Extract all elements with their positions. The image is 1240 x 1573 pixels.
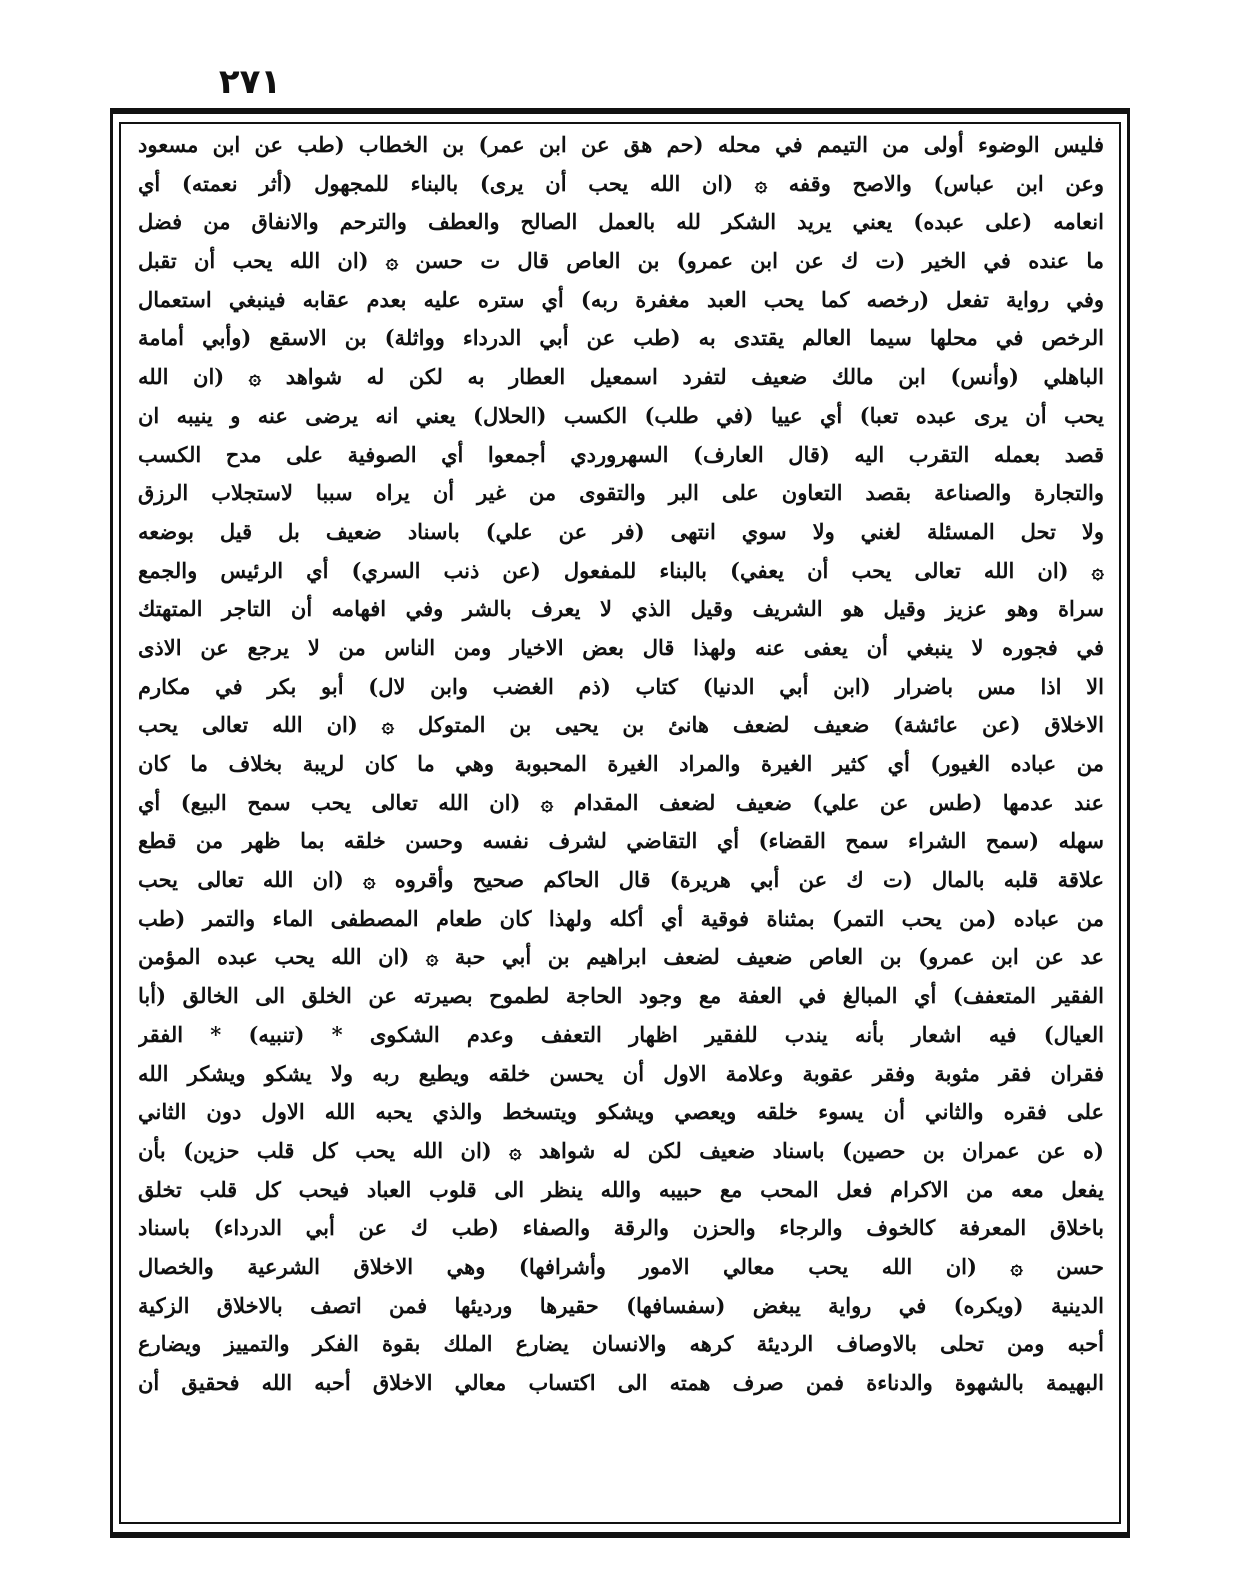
text-line: وفي رواية تفعل (رخصه كما يحب العبد مغفرة ربه) أي ستره عليه بعدم عقابه فينبغي استعمال: [138, 286, 1104, 312]
text-line: الرخص في محلها سيما العالم يقتدى به (طب عن أبي الدرداء وواثلة) بن الاسقع (وأبي أمامة: [138, 325, 1104, 351]
text-line: ما عنده في الخير (ت ك عن ابن عمرو) بن العاص قال ت حسن ۞ (ان الله يحب أن تقبل: [138, 248, 1104, 274]
text-line: فليس الوضوء أولى من التيمم في محله (حم هق عن ابن عمر) بن الخطاب (طب عن ابن مسعود: [138, 132, 1104, 157]
text-line: يحب أن يرى عبده تعبا) أي عييا (في طلب) الكسب (الحلال) يعني انه يرضى عنه و ينيبه ان: [138, 402, 1104, 428]
text-line: باخلاق المعرفة كالخوف والرجاء والحزن والرقة والصفاء (طب ك عن أبي الدرداء) باسناد: [138, 1215, 1104, 1241]
text-line: ۞ (ان الله تعالى يحب أن يعفي) بالبناء للمفعول (عن ذنب السري) أي الرئيس والجمع: [138, 557, 1104, 583]
text-line: والتجارة والصناعة بقصد التعاون على البر والتقوى من غير أن يراه سببا لاستجلاب الرزق: [138, 480, 1104, 506]
text-line: من عباده (من يحب التمر) بمثناة فوقية أي أكله ولهذا كان طعام المصطفى الماء والتمر (طب: [138, 905, 1104, 931]
page-number: ٢٧١: [218, 62, 282, 102]
text-line: حسن ۞ (ان الله يحب معالي الامور وأشرافها) وهي الاخلاق الشرعية والخصال: [138, 1253, 1104, 1279]
text-line: (ه عن عمران بن حصين) باسناد ضعيف لكن له شواهد ۞ (ان الله يحب كل قلب حزين) بأن: [138, 1137, 1104, 1163]
text-line: يفعل معه من الاكرام فعل المحب مع حبيبه والله ينظر الى قلوب العباد فيحب كل قلب تخلق: [138, 1176, 1104, 1202]
text-line: سراة وهو عزيز وقيل هو الشريف وقيل الذي لا يعرف بالشر وفي افهامه أن التاجر المتهتك: [138, 596, 1104, 622]
text-line: فقران فقر مثوبة وفقر عقوبة وعلامة الاول أن يحسن خلقه ويطيع ربه ولا يشكو ويشكر الله: [138, 1060, 1104, 1086]
text-line: انعامه (على عبده) يعني يريد الشكر لله بالعمل الصالح والعطف والترحم والانفاق من فضل: [138, 209, 1104, 235]
text-line: في فجوره لا ينبغي أن يعفى عنه ولهذا قال بعض الاخيار ومن الناس من لا يرجع عن الاذى: [138, 634, 1104, 660]
text-line: علاقة قلبه بالمال (ت ك عن أبي هريرة) قال الحاكم صحيح وأقروه ۞ (ان الله تعالى يحب: [138, 867, 1104, 893]
text-line: سهله (سمح الشراء سمح القضاء) أي التقاضي لشرف نفسه وحسن خلقه بما ظهر من قطع: [138, 828, 1104, 854]
text-line: عد عن ابن عمرو) بن العاص ضعيف لضعف ابراهيم بن أبي حبة ۞ (ان الله يحب عبده المؤمن: [138, 944, 1104, 970]
text-line: الباهلي (وأنس) ابن مالك ضعيف لتفرد اسمعيل العطار به لكن له شواهد ۞ (ان الله: [138, 364, 1104, 390]
text-line: من عباده الغيور) أي كثير الغيرة والمراد الغيرة المحبوبة وهي ما كان لريبة بخلاف ما كان: [138, 751, 1104, 776]
text-line: الفقير المتعفف) أي المبالغ في العفة مع وجود الحاجة لطموح بصيرته عن الخلق الى الخالق (أبا: [138, 983, 1104, 1009]
text-line: على فقره والثاني أن يسوء خلقه ويعصي ويشكو ويتسخط والذي يحبه الله الاول دون الثاني: [138, 1099, 1104, 1125]
text-line: قصد بعمله التقرب اليه (قال العارف) السهروردي أجمعوا أي الصوفية على مدح الكسب: [138, 441, 1104, 467]
text-line: الاخلاق (عن عائشة) ضعيف لضعف هانئ بن يحيى بن المتوكل ۞ (ان الله تعالى يحب: [138, 712, 1104, 738]
text-block: [138, 126, 1104, 1522]
text-line: الا اذا مس باضرار (ابن أبي الدنيا) كتاب (ذم الغضب وابن لال) أبو بكر في مكارم: [138, 673, 1104, 699]
text-line: عند عدمها (طس عن علي) ضعيف لضعف المقدام ۞ (ان الله تعالى يحب سمح البيع) أي: [138, 789, 1104, 815]
text-line: ولا تحل المسئلة لغني ولا سوي انتهى (فر عن علي) باسناد ضعيف بل قيل بوضعه: [138, 518, 1104, 544]
text-line: الدينية (ويكره) في رواية يبغض (سفسافها) حقيرها ورديئها فمن اتصف بالاخلاق الزكية: [138, 1292, 1104, 1318]
text-line: أحبه ومن تحلى بالاوصاف الرديئة كرهه والانسان يضارع الملك بقوة الفكر والتمييز ويضارع: [138, 1331, 1104, 1357]
text-line: العيال) فيه اشعار بأنه يندب للفقير اظهار التعفف وعدم الشكوى * (تنبيه) * الفقر: [138, 1021, 1104, 1047]
text-line: وعن ابن عباس) والاصح وقفه ۞ (ان الله يحب أن يرى) بالبناء للمجهول (أثر نعمته) أي: [138, 170, 1104, 196]
text-line: البهيمة بالشهوة والدناءة فمن صرف همته الى اكتساب معالي الاخلاق أحبه الله فحقيق أن: [138, 1370, 1104, 1395]
